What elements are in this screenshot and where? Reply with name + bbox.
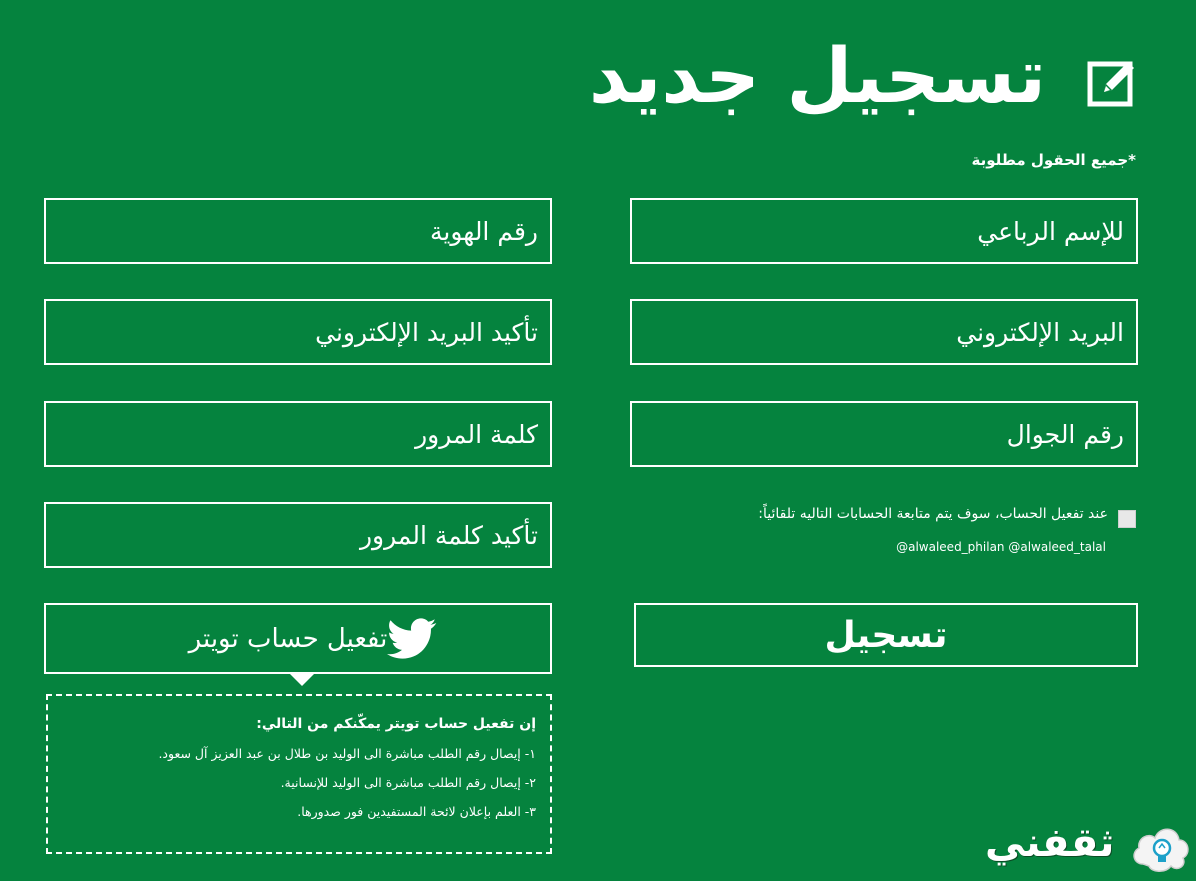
- follow-checkbox[interactable]: [1118, 510, 1136, 528]
- confirm-password-field[interactable]: [44, 502, 552, 568]
- mobile-field[interactable]: [630, 401, 1138, 467]
- full-name-placeholder: للإسم الرباعي: [977, 216, 1124, 246]
- info-item: ١- إيصال رقم الطلب مباشرة الى الوليد بن طلال بن عبد العزيز آل سعود.: [158, 746, 536, 761]
- required-note: *جميع الحقول مطلوبة: [971, 151, 1136, 169]
- email-field[interactable]: [630, 299, 1138, 365]
- lightbulb-cloud-icon: [1129, 820, 1193, 876]
- info-title: إن تفعيل حساب تويتر يمكّنكم من التالي:: [256, 716, 536, 732]
- twitter-activate-button[interactable]: [44, 603, 552, 674]
- twitter-bird-icon: [387, 618, 437, 660]
- tooltip-pointer: [288, 672, 316, 686]
- confirm-password-placeholder: تأكيد كلمة المرور: [359, 520, 538, 550]
- follow-accounts: @alwaleed_philan @alwaleed_talal: [896, 540, 1106, 554]
- info-item: ٣- العلم بإعلان لائحة المستفيدين فور صدورها.: [297, 804, 536, 819]
- info-item: ٢- إيصال رقم الطلب مباشرة الى الوليد للإنسانية.: [280, 775, 536, 790]
- email-placeholder: البريد الإلكتروني: [956, 317, 1124, 347]
- logo-text: ثقفني: [985, 820, 1115, 866]
- site-logo: [985, 818, 1193, 878]
- id-number-placeholder: رقم الهوية: [430, 216, 538, 246]
- edit-icon: [1086, 56, 1138, 108]
- confirm-email-field[interactable]: [44, 299, 552, 365]
- page-title: تسجيل جديد: [588, 31, 1046, 120]
- confirm-email-placeholder: تأكيد البريد الإلكتروني: [315, 317, 538, 347]
- twitter-benefits-box: [46, 694, 552, 854]
- mobile-placeholder: رقم الجوال: [1006, 419, 1124, 449]
- register-button[interactable]: تسجيل: [634, 603, 1138, 667]
- password-field[interactable]: [44, 401, 552, 467]
- follow-checkbox-label: عند تفعيل الحساب، سوف يتم متابعة الحسابات التاليه تلقائياً:: [758, 506, 1108, 522]
- twitter-button-label: تفعيل حساب تويتر: [188, 623, 388, 654]
- full-name-field[interactable]: [630, 198, 1138, 264]
- id-number-field[interactable]: [44, 198, 552, 264]
- password-placeholder: كلمة المرور: [415, 419, 538, 449]
